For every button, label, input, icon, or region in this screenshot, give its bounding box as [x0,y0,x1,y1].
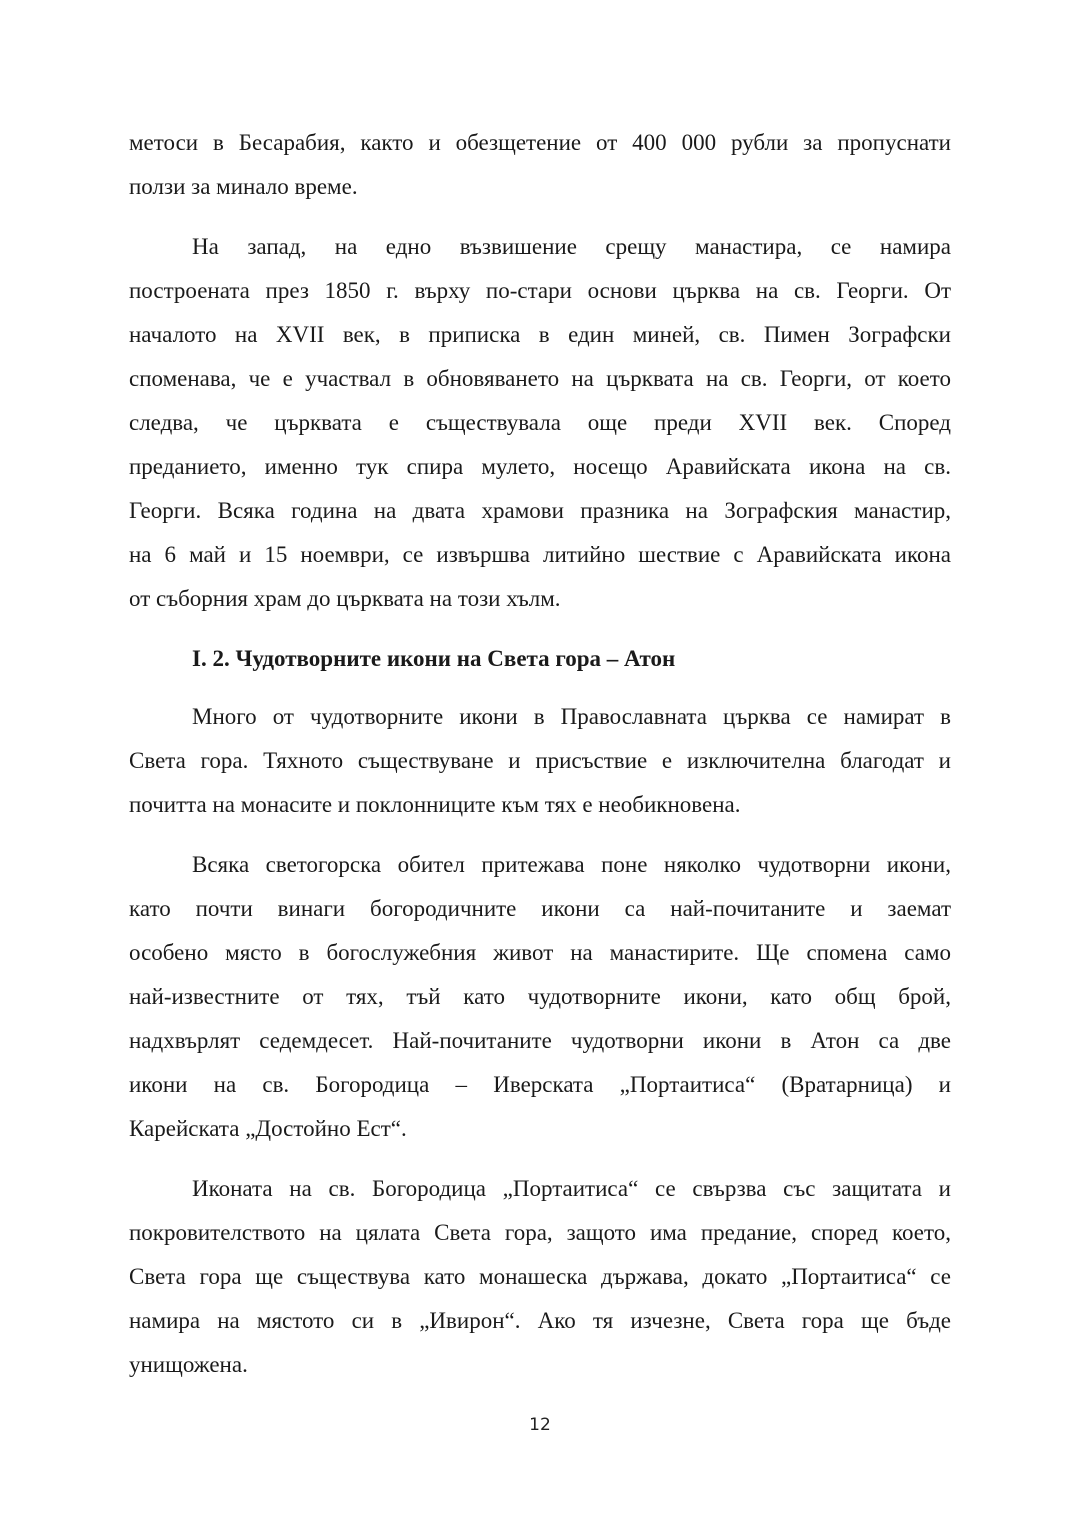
paragraph-line: преданието, именно тук спира мулето, носещо Аравийската икона на св. [129,454,951,479]
paragraph-spacer [129,1151,951,1167]
paragraph-line: почитта на монасите и поклонниците към тях е необикновена. [129,792,741,817]
paragraph-line: на 6 май и 15 ноември, се извършва литийно шествие с Аравийската икона [129,542,951,567]
paragraph-spacer [129,681,951,695]
paragraph-line: ползи за минало време. [129,174,358,199]
paragraph-line: следва, че църквата е съществувала още преди XVII век. Според [129,410,951,435]
paragraph-line: покровителството на цялата Света гора, защото има предание, според което, [129,1220,951,1245]
section-heading: I. 2. Чудотворните икони на Света гора – Атон [192,646,676,671]
paragraph-line: Иконата на св. Богородица „Портаитиса“ се свързва със защитата и [192,1176,951,1201]
paragraph-line: метоси в Бесарабия, както и обезщетение от 400 000 рубли за пропуснати [129,130,951,155]
paragraph-1 [129,121,951,209]
paragraph-line: Много от чудотворните икони в Православната църква се намират в [192,704,951,729]
paragraph-line: построената през 1850 г. върху по-стари основи църква на св. Георги. От [129,278,951,303]
paragraph-line: началото на XVII век, в приписка в един миней, св. Пимен Зографски [129,322,951,347]
paragraph-3 [129,695,951,827]
paragraph-line: Георги. Всяка година на двата храмови празника на Зографския манастир, [129,498,951,523]
paragraph-line: Света гора. Тяхното съществуване и присъствие е изключителна благодат и [129,748,951,773]
paragraph-2 [129,225,951,621]
paragraph-line: надхвърлят седемдесет. Най-почитаните чудотворни икони в Атон са две [129,1028,951,1053]
paragraph-spacer [129,827,951,843]
paragraph-line: На запад, на едно възвишение срещу манастира, се намира [192,234,951,259]
paragraph-5 [129,1167,951,1387]
paragraph-line: унищожена. [129,1352,248,1377]
paragraph-line: като почти винаги богородичните икони са най-почитаните и заемат [129,896,951,921]
paragraph-spacer [129,621,951,637]
paragraph-line: от съборния храм до църквата на този хълм. [129,586,561,611]
paragraph-line: Света гора ще съществува като монашеска държава, докато „Портаитиса“ се [129,1264,951,1289]
page-body [129,121,951,1387]
paragraph-line: Карейската „Достойно Ест“. [129,1116,407,1141]
page-number: 12 [529,1415,551,1435]
paragraph-line: споменава, че е участвал в обновяването на църквата на св. Георги, от което [129,366,951,391]
paragraph-spacer [129,209,951,225]
paragraph-4 [129,843,951,1151]
paragraph-line: особено място в богослужебния живот на манастирите. Ще спомена само [129,940,951,965]
paragraph-line: най-известните от тях, тъй като чудотворните икони, като общ брой, [129,984,951,1009]
paragraph-line: намира на мястото си в „Ивирон“. Ако тя изчезне, Света гора ще бъде [129,1308,951,1333]
paragraph-line: икони на св. Богородица – Иверската „Портаитиса“ (Вратарница) и [129,1072,951,1097]
paragraph-line: Всяка светогорска обител притежава поне няколко чудотворни икони, [192,852,951,877]
